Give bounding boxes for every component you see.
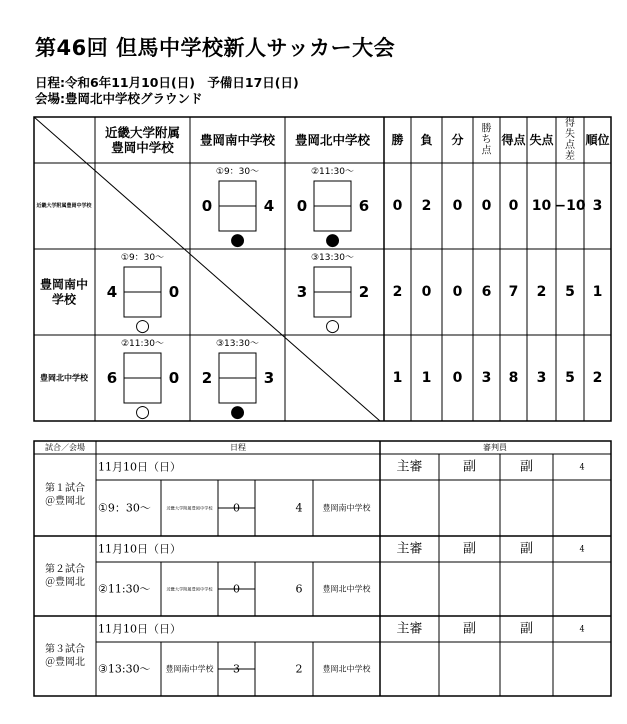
match-label bbox=[45, 642, 85, 668]
stat-header-line: 点 bbox=[481, 145, 492, 157]
referee-label: 主審 bbox=[396, 541, 423, 557]
home-team: 近畿大学附属豊岡中学校 bbox=[166, 586, 213, 592]
referee-label: 4 bbox=[579, 462, 585, 472]
page-title: 第46回 但馬中学校新人サッカー大会 bbox=[35, 36, 396, 60]
team-row-header-line: 近畿大学附属豊岡中学校 bbox=[36, 203, 92, 209]
stat-header: 失点 bbox=[529, 133, 554, 147]
team-row-header-line: 豊岡北中学校 bbox=[40, 373, 88, 383]
referee-label: 主審 bbox=[396, 459, 423, 475]
score-right: 2 bbox=[358, 283, 370, 301]
team-row-header-line: 豊岡南中 bbox=[39, 277, 89, 292]
match-label bbox=[45, 481, 85, 507]
stat-value: 3 bbox=[481, 370, 492, 386]
stat-value: 6 bbox=[481, 284, 492, 300]
match-label bbox=[45, 562, 85, 588]
score-left: 2 bbox=[201, 369, 213, 387]
referee-label: 主審 bbox=[396, 621, 423, 637]
team-column-header-line: 豊岡中学校 bbox=[111, 140, 174, 155]
header-referee: 審判員 bbox=[483, 443, 507, 452]
stat-header: 分 bbox=[451, 133, 464, 147]
stat-value: 10 bbox=[531, 198, 552, 214]
home-team: 豊岡南中学校 bbox=[165, 664, 214, 674]
stat-header: 順位 bbox=[585, 133, 610, 147]
team-column-header-line: 豊岡北中学校 bbox=[294, 132, 371, 148]
table-border bbox=[34, 441, 611, 696]
header-match: 試合／会場 bbox=[45, 443, 85, 452]
home-score: 0 bbox=[233, 582, 240, 596]
stat-value: 3 bbox=[536, 370, 547, 386]
stat-header-line: 勝 bbox=[481, 123, 492, 135]
match-time: ③13:30〜 bbox=[310, 253, 355, 263]
score-left: 3 bbox=[296, 283, 308, 301]
home-team: 近畿大学附属豊岡中学校 bbox=[166, 505, 213, 511]
stat-header-line: 得 bbox=[565, 118, 575, 129]
stat-value: 2 bbox=[392, 284, 403, 300]
loss-mark: ● bbox=[230, 402, 245, 422]
referee-label: 4 bbox=[579, 624, 585, 634]
team-column-header-line: 近畿大学附属 bbox=[104, 125, 181, 140]
team-column-header-line: 豊岡南中学校 bbox=[199, 132, 276, 148]
match-label-line: 第２試合 bbox=[45, 564, 85, 575]
win-mark: ○ bbox=[135, 402, 150, 422]
stat-header: 勝 bbox=[391, 133, 404, 147]
schedule-info: 日程:令和6年11月10日(日) 予備日17日(日) bbox=[35, 75, 299, 90]
stat-value: 0 bbox=[392, 198, 403, 214]
match-time: ①9：30〜 bbox=[215, 167, 260, 177]
match-time: ①9：30〜 bbox=[98, 501, 151, 515]
referee-label: 副 bbox=[462, 541, 477, 557]
stat-value: 2 bbox=[536, 284, 547, 300]
home-score: 3 bbox=[233, 662, 240, 676]
score-left: 4 bbox=[106, 283, 118, 301]
match-label-line: ＠豊岡北 bbox=[45, 496, 85, 507]
stat-value: 7 bbox=[508, 284, 519, 300]
referee-label: 副 bbox=[462, 621, 477, 637]
score-right: 0 bbox=[168, 369, 180, 387]
stat-value: 5 bbox=[565, 284, 575, 300]
stat-value: 0 bbox=[421, 284, 432, 300]
match-label-line: ＠豊岡北 bbox=[45, 657, 85, 668]
score-left: 0 bbox=[296, 197, 308, 215]
match-time: ②11:30〜 bbox=[98, 582, 151, 596]
away-team: 豊岡北中学校 bbox=[322, 664, 371, 674]
team-row-header-line: 学校 bbox=[51, 292, 77, 307]
match-date: 11月10日（日） bbox=[98, 542, 181, 556]
win-mark: ○ bbox=[135, 316, 150, 336]
venue-info: 会場:豊岡北中学校グラウンド bbox=[35, 91, 203, 106]
stat-value: −10 bbox=[554, 198, 586, 214]
stat-value: 0 bbox=[452, 198, 463, 214]
stat-value: 0 bbox=[452, 370, 463, 386]
away-team: 豊岡南中学校 bbox=[322, 503, 371, 513]
match-time: ①9：30〜 bbox=[120, 253, 165, 263]
referee-label: 副 bbox=[519, 459, 534, 475]
match-date: 11月10日（日） bbox=[98, 622, 181, 636]
stat-value: 8 bbox=[508, 370, 519, 386]
stat-value: 0 bbox=[481, 198, 492, 214]
score-right: 0 bbox=[168, 283, 180, 301]
match-date: 11月10日（日） bbox=[98, 460, 181, 474]
match-time: ③13:30〜 bbox=[98, 662, 151, 676]
referee-label: 副 bbox=[519, 541, 534, 557]
stat-header-line: ち bbox=[481, 134, 492, 146]
score-left: 6 bbox=[106, 369, 118, 387]
stat-value: 5 bbox=[565, 370, 575, 386]
loss-mark: ● bbox=[325, 230, 340, 250]
stat-header: 負 bbox=[420, 133, 433, 147]
away-score: 6 bbox=[295, 582, 303, 596]
match-time: ③13:30〜 bbox=[215, 339, 260, 349]
away-team: 豊岡北中学校 bbox=[322, 584, 371, 594]
stat-value: 1 bbox=[592, 284, 603, 300]
match-label-line: 第３試合 bbox=[45, 644, 85, 655]
stat-header-line: 差 bbox=[565, 151, 575, 162]
away-score: 4 bbox=[295, 501, 303, 515]
stat-value: 2 bbox=[421, 198, 432, 214]
loss-mark: ● bbox=[230, 230, 245, 250]
match-time: ②11:30〜 bbox=[120, 339, 165, 349]
stat-value: 2 bbox=[592, 370, 603, 386]
home-score: 0 bbox=[233, 501, 240, 515]
win-mark: ○ bbox=[325, 316, 340, 336]
stat-value: 1 bbox=[392, 370, 403, 386]
stat-header: 得点 bbox=[501, 133, 526, 147]
match-time: ②11:30〜 bbox=[310, 167, 355, 177]
stat-value: 3 bbox=[592, 198, 603, 214]
stat-value: 0 bbox=[452, 284, 463, 300]
match-label-line: ＠豊岡北 bbox=[45, 577, 85, 588]
away-score: 2 bbox=[295, 662, 303, 676]
score-right: 3 bbox=[263, 369, 275, 387]
referee-label: 副 bbox=[519, 621, 534, 637]
referee-label: 4 bbox=[579, 544, 585, 554]
score-right: 4 bbox=[263, 197, 275, 215]
referee-label: 副 bbox=[462, 459, 477, 475]
stat-value: 0 bbox=[508, 198, 519, 214]
stat-header-line: 点 bbox=[565, 140, 575, 151]
score-left: 0 bbox=[201, 197, 213, 215]
header-date: 日程 bbox=[230, 443, 246, 452]
match-label-line: 第１試合 bbox=[45, 483, 85, 494]
score-right: 6 bbox=[358, 197, 370, 215]
stat-header-line: 失 bbox=[565, 129, 575, 140]
stat-value: 1 bbox=[421, 370, 432, 386]
